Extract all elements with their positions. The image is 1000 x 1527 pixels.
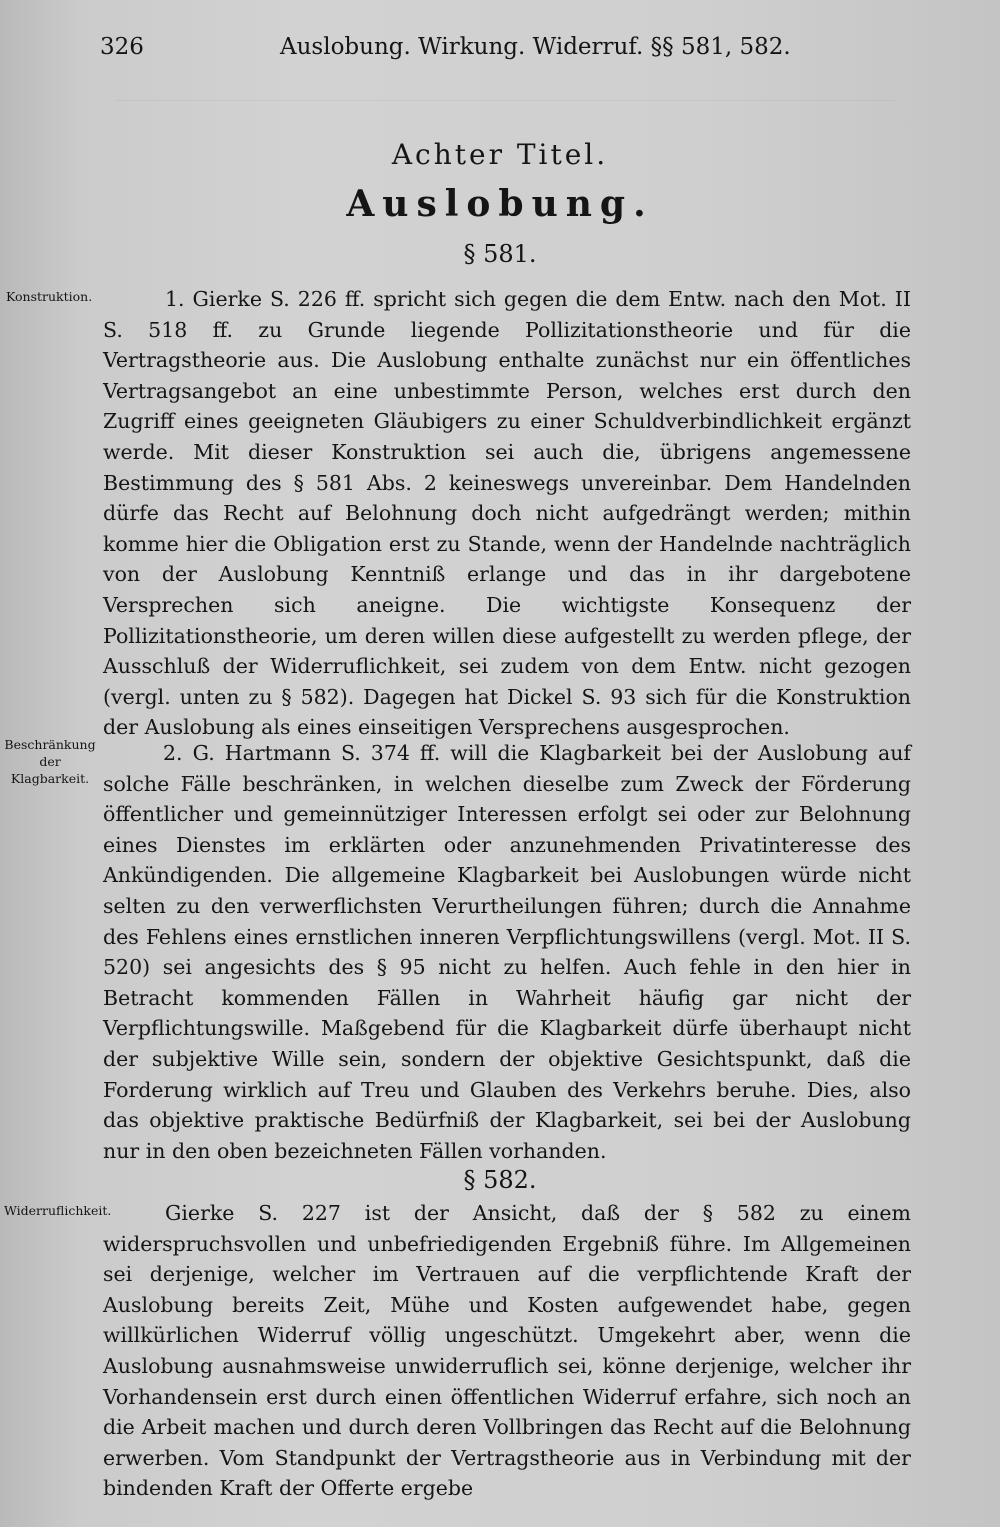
- section-heading-581: § 581.: [463, 240, 537, 268]
- show-through-ghost: [115, 100, 895, 111]
- margin-note-konstruktion: Konstruktion.: [6, 289, 93, 304]
- paragraph-582: Gierke S. 227 ist der Ansicht, daß der § 582 zu einem widerspruchsvollen und unbefriedigenden Ergebniß führe. Im Allgemeinen sei derjenige, welcher im Vertrauen auf die verpflichtende Kraft der Auslobung bereits Zeit, Mühe und Kosten aufgewendet habe, gegen willkürlichen Widerruf völlig ungeschützt. Umgekehrt aber, wenn die Auslobung ausnahmsweise unwiderruflich sei, könne derjenige, welcher ihr Vorhandensein erst durch einen öffentlichen Widerruf erfahre, sich noch an die Arbeit machen und durch deren Vollbringen das Recht auf die Belohnung erwerben. Vom Standpunkt der Vertragstheorie aus in Verbindung mit der bindenden Kraft der Offerte ergebe: [103, 1201, 911, 1501]
- margin-note-widerruflichkeit: Widerruflichkeit.: [4, 1203, 112, 1218]
- section-heading-582: § 582.: [463, 1166, 537, 1194]
- paragraph-581-1: 1. Gierke S. 226 ff. spricht sich gegen die dem Entw. nach den Mot. II S. 518 ff. zu Grunde liegende Pollizitationstheorie und für die Vertragstheorie aus. Die Auslobung enthalte zunächst nur ein öffentliches Vertragsangebot an eine unbestimmte Person, welches erst durch den Zugriff eines geeigneten Gläubigers zu einer Schuldverbindlichkeit ergänzt werde. Mit dieser Konstruktion sei auch die, übrigens angemessene Bestimmung des § 581 Abs. 2 keineswegs unvereinbar. Dem Handelnden dürfe das Recht auf Belohnung doch nicht aufgedrängt werden; mithin komme hier die Obligation erst zu Stande, wenn der Handelnde nachträglich von der Auslobung Kenntniß erlange und das in ihr dargebotene Versprechen sich aneigne. Die wichtigste Konsequenz der Pollizitationstheorie, um deren willen diese aufgestellt zu werden pflege, der Ausschluß der Widerruflichkeit, sei zudem von dem Entw. nicht gezogen (vergl. unten zu § 582). Dagegen hat Dickel S. 93 sich für die Konstruktion der Auslobung als eines einseitigen Versprechens ausgesprochen.: [103, 287, 911, 740]
- title-subtitle: Achter Titel.: [391, 138, 609, 171]
- title-main: Auslobung.: [346, 183, 654, 225]
- page-header: [100, 34, 791, 68]
- paragraph-581-2: 2. G. Hartmann S. 374 ff. will die Klagbarkeit bei der Auslobung auf solche Fälle beschränken, in welchen dieselbe zum Zweck der Förderung öffentlicher und gemeinnütziger Interessen erfolgt sei oder zur Belohnung eines Dienstes im erklärten oder anzunehmenden Privatinteresse des Ankündigenden. Die allgemeine Klagbarkeit bei Auslobungen würde nicht selten zu den verwerflichsten Verurtheilungen führen; durch die Annahme des Fehlens eines ernstlichen inneren Verpflichtungswillens (vergl. Mot. II S. 520) sei angesichts des § 95 nicht zu helfen. Auch fehle in den hier in Betracht kommenden Fällen in Wahrheit häufig gar nicht der Verpflichtungswille. Maßgebend für die Klagbarkeit dürfe überhaupt nicht der subjektive Wille sein, sondern der objektive Gesichtspunkt, daß die Forderung wirklich auf Treu und Glauben des Verkehrs beruhe. Dies, also das objektive praktische Bedürfniß der Klagbarkeit, sei bei der Auslobung nur in den oben bezeichneten Fällen vorhanden.: [103, 741, 911, 1163]
- running-title: Auslobung. Wirkung. Widerruf. §§ 581, 582.: [280, 34, 791, 60]
- margin-note-beschraenkung: Beschränkung der Klagbarkeit.: [4, 737, 96, 786]
- page-number: 326: [100, 34, 144, 60]
